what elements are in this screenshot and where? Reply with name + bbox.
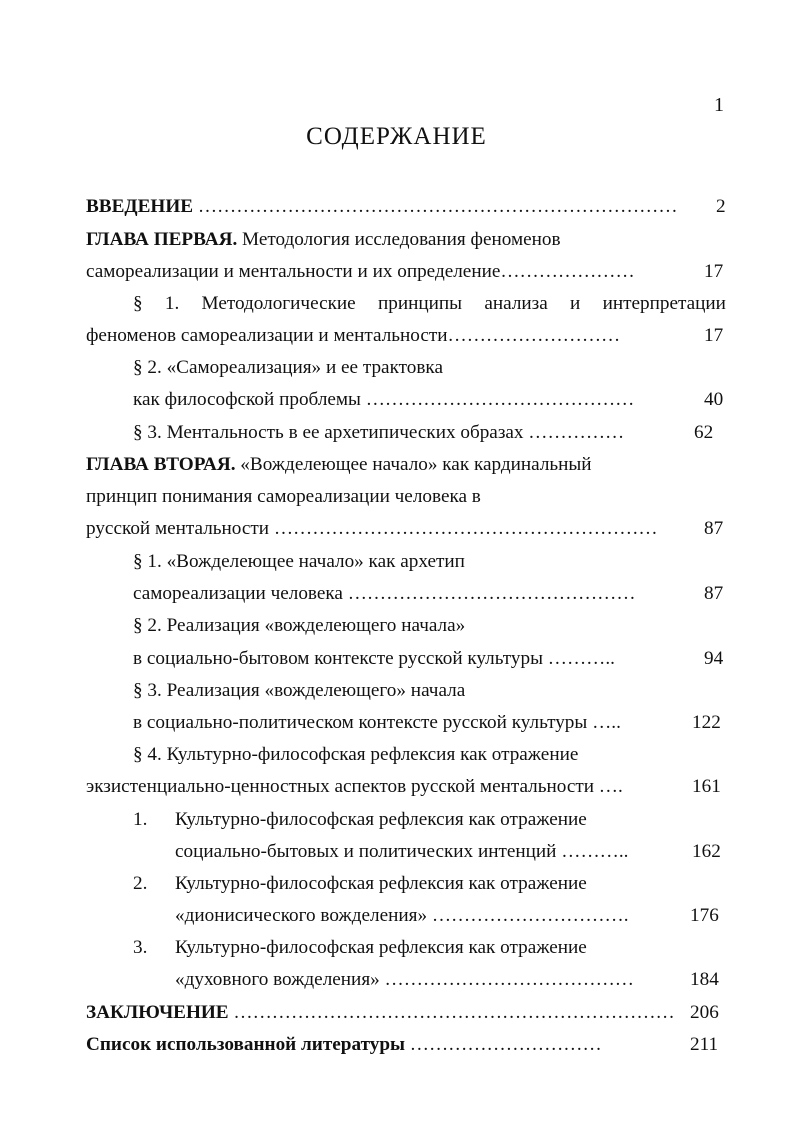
toc-text: § 2. «Самореализация» и ее трактовка (133, 357, 443, 378)
toc-entry-intro[interactable] (86, 193, 726, 221)
toc-text: § 2. Реализация «вожделеющего начала» (133, 615, 466, 636)
toc-leader: …………………………………………………………… (228, 1002, 675, 1023)
toc-item-number: 1. (133, 809, 148, 830)
toc-chapter-label: ГЛАВА ПЕРВАЯ. (86, 229, 238, 250)
toc-page-number: 162 (692, 841, 721, 862)
toc-section-2-1-line-2[interactable] (133, 580, 726, 608)
toc-entry-bibliography[interactable] (86, 1031, 726, 1059)
toc-word: интерпретации (602, 293, 726, 314)
toc-text: самореализации человека ……………………………………… (133, 583, 636, 604)
toc-section-2-1-line-1[interactable] (133, 548, 726, 576)
toc-page-number: 206 (690, 1002, 719, 1023)
toc-page-number: 87 (704, 583, 724, 604)
toc-chapter-2-line-1[interactable] (86, 451, 726, 479)
toc-text: феноменов самореализации и ментальности……………………… (86, 325, 621, 346)
toc-chapter-2-line-2[interactable] (86, 483, 726, 511)
toc-section-2-4-line-1[interactable] (133, 741, 726, 769)
toc-section-1-2-line-2[interactable] (133, 386, 726, 414)
toc-subitem-2-line-2[interactable] (175, 902, 726, 930)
toc-text: «дионисического вожделения» …………………………. (175, 905, 629, 926)
toc-text: «духовного вожделения» ………………………………… (175, 969, 634, 990)
toc-section-1-1-line-2[interactable] (86, 322, 726, 350)
toc-text: Культурно-философская рефлексия как отражение (175, 809, 587, 830)
toc-entry-conclusion[interactable] (86, 999, 726, 1027)
toc-text: принцип понимания самореализации человека в (86, 486, 481, 507)
toc-item-number: 3. (133, 937, 148, 958)
toc-chapter-2-line-3[interactable] (86, 515, 726, 543)
toc-text: экзистенциально-ценностных аспектов русской ментальности …. (86, 776, 623, 797)
toc-chapter-1-line-1[interactable] (86, 226, 726, 254)
toc-text: § 1. «Вожделеющее начало» как архетип (133, 551, 465, 572)
toc-page-number: 62 (694, 422, 714, 443)
toc-word: принципы (377, 293, 463, 314)
toc-page-number: 17 (704, 261, 724, 282)
toc-section-1-1-line-1[interactable] (133, 290, 726, 318)
toc-page-number: 161 (692, 776, 721, 797)
toc-text: русской ментальности …………………………………………………… (86, 518, 658, 539)
toc-text: Культурно-философская рефлексия как отражение (175, 937, 587, 958)
toc-section-2-4-line-2[interactable] (86, 773, 726, 801)
toc-section-2-3-line-2[interactable] (133, 709, 726, 737)
toc-section-2-3-line-1[interactable] (133, 677, 726, 705)
toc-section-2-2-line-1[interactable] (133, 612, 726, 640)
toc-leader: ………………………… (404, 1034, 602, 1055)
toc-word: § (133, 293, 143, 314)
toc-page-number: 211 (690, 1034, 719, 1055)
toc-leader: ………………………………………………………………… (193, 196, 678, 217)
toc-heading: Список использованной литературы (86, 1034, 405, 1055)
toc-text: в социально-политическом контексте русской культуры ….. (133, 712, 621, 733)
toc-chapter-1-line-2[interactable] (86, 258, 726, 286)
toc-chapter-label: ГЛАВА ВТОРАЯ. (86, 454, 236, 475)
toc-text: § 3. Реализация «вожделеющего» начала (133, 680, 466, 701)
toc-section-1-3[interactable] (133, 419, 726, 447)
page-title: СОДЕРЖАНИЕ (306, 123, 487, 150)
toc-text: § 4. Культурно-философская рефлексия как отражение (133, 744, 579, 765)
toc-page-number: 122 (692, 712, 721, 733)
toc-text: социально-бытовых и политических интенций ……….. (175, 841, 629, 862)
toc-chapter-title: Методология исследования феноменов (237, 229, 561, 250)
toc-subitem-1-line-2[interactable] (175, 838, 726, 866)
toc-heading: ВВЕДЕНИЕ (86, 196, 194, 217)
toc-word: анализа (484, 293, 548, 314)
toc-page-number: 184 (690, 969, 719, 990)
toc-word: и (570, 293, 581, 314)
toc-page-number: 40 (704, 389, 724, 410)
toc-item-number: 2. (133, 873, 148, 894)
toc-subitem-1-line-1[interactable] (133, 806, 726, 834)
toc-word: 1. (164, 293, 180, 314)
toc-word: Методологические (201, 293, 356, 314)
toc-page-number: 94 (704, 648, 724, 669)
toc-text: в социально-бытовом контексте русской культуры ……….. (133, 648, 615, 669)
toc-text: как философской проблемы …………………………………… (133, 389, 635, 410)
toc-heading: ЗАКЛЮЧЕНИЕ (86, 1002, 229, 1023)
toc-page-number: 87 (704, 518, 724, 539)
toc-page-number: 17 (704, 325, 724, 346)
toc-chapter-title: «Вожделеющее начало» как кардинальный (235, 454, 592, 475)
toc-page-number: 176 (690, 905, 719, 926)
toc-text: Культурно-философская рефлексия как отражение (175, 873, 587, 894)
toc-section-1-2-line-1[interactable] (133, 354, 726, 382)
toc-subitem-3-line-2[interactable] (175, 966, 726, 994)
toc-text: § 3. Ментальность в ее архетипических образах …………… (133, 422, 625, 443)
toc-subitem-3-line-1[interactable] (133, 934, 726, 962)
toc-page-number: 2 (716, 196, 726, 217)
toc-text: самореализации и ментальности и их определение………………… (86, 261, 635, 282)
toc-subitem-2-line-1[interactable] (133, 870, 726, 898)
page-number: 1 (714, 94, 724, 116)
toc-section-2-2-line-2[interactable] (133, 645, 726, 673)
